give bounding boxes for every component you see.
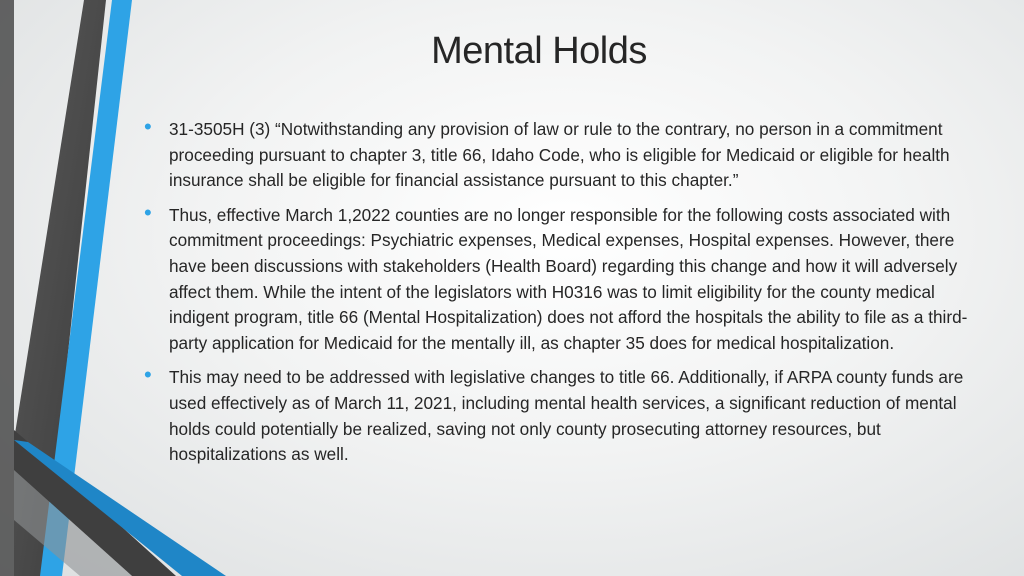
- slide-title: Mental Holds: [431, 30, 647, 72]
- bullet-dot-icon: •: [144, 114, 152, 139]
- bullet-item-3: [140, 362, 992, 467]
- bullet-item-1: [140, 114, 992, 194]
- left-dark-band: [0, 0, 14, 576]
- bullet-item-2: [140, 199, 992, 357]
- bullet-dot-icon: •: [144, 199, 152, 225]
- bullet-text-3: This may need to be addressed with legislative changes to title 66. Additionally, if ARPA county funds are used effectively as of March 11, 2021, including mental health services, a significant reduction of mental holds could potentially be realized, saving not only county prosecuting attorney resources, but hospitalizations as well.: [169, 367, 964, 465]
- bullet-dot-icon: •: [144, 362, 152, 388]
- bullet-text-2: Thus, effective March 1,2022 counties are no longer responsible for the following costs associated with commitment proceedings: Psychiatric expenses, Medical expenses, Hospital expenses. However, there have been discussions with stakeholders (Health Board) regarding this change and how it will adversely affect them. While the intent of the legislators with H0316 was to limit eligibility for the county medical indigent program, title 66 (Mental Hospitalization) does not afford the hospitals the ability to file as a third-party application for Medicaid for the mentally ill, as chapter 35 does for medical hospitalization.: [169, 204, 968, 353]
- bullet-list: [140, 114, 992, 477]
- bullet-text-1: 31-3505H (3) “Notwithstanding any provision of law or rule to the contrary, no person in a commitment proceeding pursuant to chapter 3, title 66, Idaho Code, who is eligible for Medicaid or eligible for health insurance shall be eligible for financial assistance pursuant to this chapter.”: [169, 119, 950, 191]
